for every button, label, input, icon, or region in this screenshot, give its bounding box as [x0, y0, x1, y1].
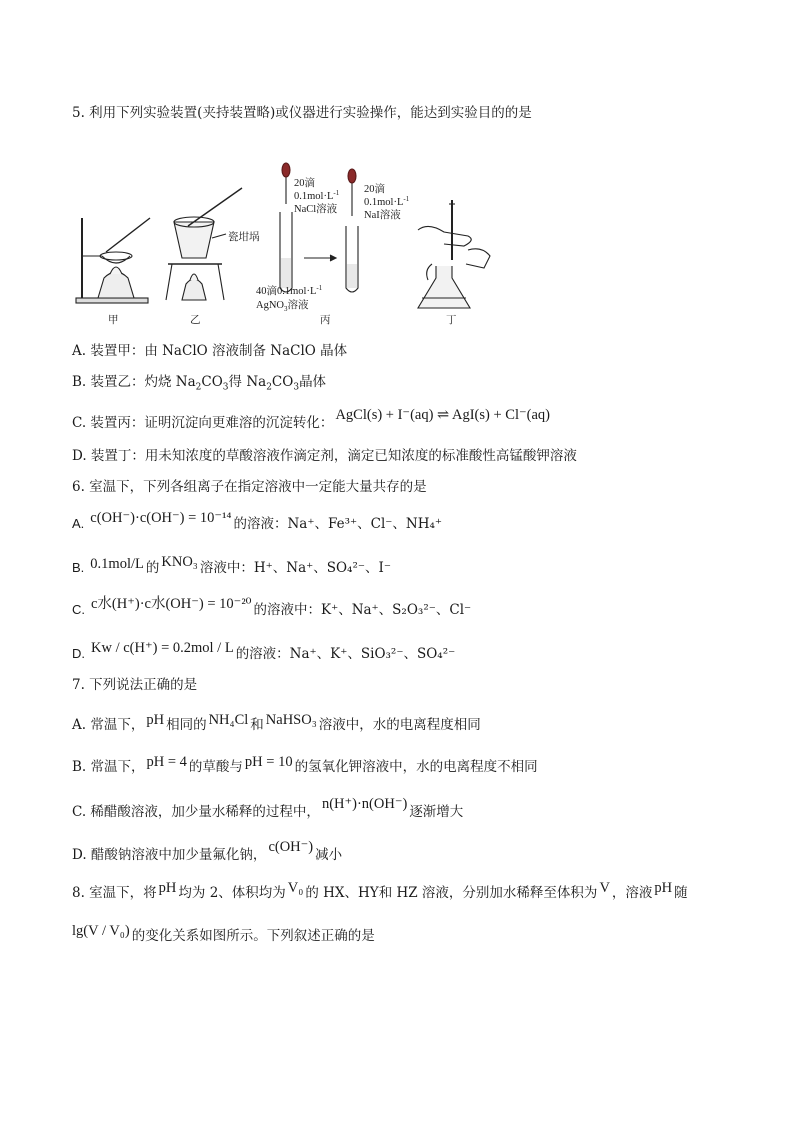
q6-a-formula: c(OH⁻)·c(OH⁻) = 10⁻¹⁴: [90, 510, 232, 526]
dropper2-count: 20滴: [364, 184, 385, 195]
svg-text:0.1mol·L-1: [364, 195, 410, 208]
q7-option-c: C. 稀醋酸溶液，加少量水稀释的过程中， n(H⁺)·n(OH⁻) 逐渐增大: [72, 796, 464, 820]
fig-label-bing: 丙: [320, 315, 331, 326]
q5-c-formula: AgCl(s) + I⁻(aq) ⇌ AgI(s) + Cl⁻(aq): [335, 407, 550, 423]
q6-option-a: A. c(OH⁻)·c(OH⁻) = 10⁻¹⁴ 的溶液：Na⁺、Fe³⁺、Cl⁻、NH₄⁺: [72, 510, 443, 532]
q5-option-c: C. 装置丙：证明沉淀向更难溶的沉淀转化： AgCl(s) + I⁻(aq) ⇌ AgI(s) + Cl⁻(aq): [72, 407, 550, 431]
dropper1-exp: -1: [333, 189, 340, 197]
stand-base: [76, 298, 148, 303]
tube-soln-b: 溶液: [287, 300, 309, 311]
q6-option-b: B. 0.1mol/L 的 KNO₃ 溶液中：H⁺、Na⁺、SO₄²⁻、I⁻: [72, 554, 391, 576]
q6-option-c: C. c水(H⁺)·c水(OH⁻) = 10⁻²⁰ 的溶液中：K⁺、Na⁺、S₂O₃²⁻、Cl⁻: [72, 596, 472, 618]
fig-label-ding: 丁: [446, 315, 457, 326]
fig-label-jia: 甲: [108, 315, 119, 326]
q7-option-b: B. 常温下， pH = 4 的草酸与 pH = 10 的氢氧化钾溶液中，水的电离程度不相同: [72, 754, 538, 775]
apparatus-drawing: [72, 160, 492, 335]
tube-soln-a: AgNO: [256, 300, 284, 311]
tube-count: 40滴0.1mol·L: [256, 286, 317, 297]
q7-stem: 7. 下列说法正确的是: [72, 677, 198, 693]
q5-stem: 5. 利用下列实验装置(夹持装置略)或仪器进行实验操作，能达到实验目的的是: [72, 105, 532, 121]
dropper1-conc: 0.1mol·L: [294, 191, 334, 202]
q5-option-a: A. 装置甲：由 NaClO 溶液制备 NaClO 晶体: [72, 343, 348, 359]
q7-option-a: A. 常温下， pH 相同的 NH₄Cl 和 NaHSO₃ 溶液中，水的电离程度相同: [72, 712, 481, 733]
q6-c-formula: c水(H⁺)·c水(OH⁻) = 10⁻²⁰: [91, 596, 252, 612]
dropper1-soln: NaCl溶液: [294, 204, 338, 215]
dropper2-conc: 0.1mol·L: [364, 197, 404, 208]
dropper2-soln: NaI溶液: [364, 210, 401, 221]
q8-line-2: lg(V / V₀) 的变化关系如图所示。下列叙述正确的是: [72, 923, 375, 944]
tube-soln-sub: 3: [284, 305, 288, 313]
q5-option-b: B. 装置乙：灼烧 $Na_2CO_3$得 $Na_2CO_3$晶体: [72, 374, 327, 393]
dropper2-exp: -1: [403, 195, 410, 203]
q7-option-d: D. 醋酸钠溶液中加少量氟化钠， c(OH⁻) 减小: [72, 839, 343, 863]
dropper1-count: 20滴: [294, 178, 315, 189]
svg-text:40滴0.1mol·L-1: [256, 284, 323, 297]
q6-d-formula: Kw / c(H⁺) = 0.2mol / L: [91, 640, 234, 656]
q5-option-d: D. 装置丁：用未知浓度的草酸溶液作滴定剂，滴定已知浓度的标准酸性高锰酸钾溶液: [72, 448, 577, 464]
fig-label-yi: 乙: [190, 315, 201, 326]
q8-line-1: 8. 室温下，将 pH 均为 2、体积均为 V₀ 的 HX、HY和 HZ 溶液，分别加水稀释至体积为 V ，溶液 pH 随: [72, 880, 688, 901]
crucible-label: 瓷坩埚: [228, 232, 260, 243]
q6-option-d: D. Kw / c(H⁺) = 0.2mol / L 的溶液：Na⁺、K⁺、SiO₃²⁻、SO₄²⁻: [72, 640, 456, 662]
svg-text:AgNO3溶液: [256, 298, 309, 313]
tube-exp: -1: [316, 284, 323, 292]
q5-apparatus-figure: [72, 160, 492, 335]
svg-text:0.1mol·L-1: [294, 189, 340, 202]
q6-stem: 6. 室温下，下列各组离子在指定溶液中一定能大量共存的是: [72, 479, 427, 495]
